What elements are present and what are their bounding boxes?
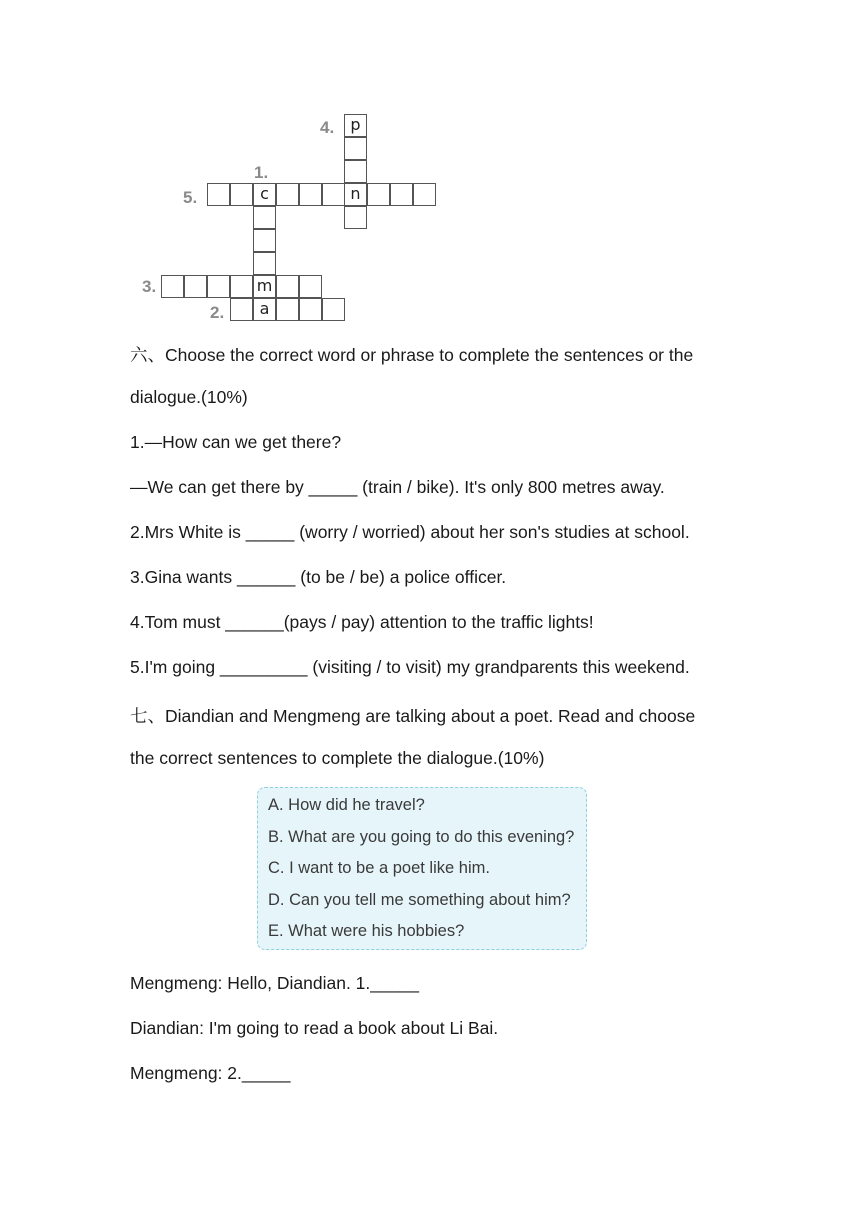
crossword-cell[interactable]	[253, 206, 276, 229]
question-line: 1.—How can we get there?	[130, 432, 342, 452]
option-b: B. What are you going to do this evening?	[268, 828, 575, 846]
option-a: A. How did he travel?	[268, 796, 425, 814]
question-line: 3.Gina wants ______ (to be / be) a police officer.	[130, 567, 507, 587]
section7-heading-cont: the correct sentences to complete the dialogue.(10%)	[130, 748, 545, 768]
question-line: 4.Tom must ______(pays / pay) attention to the traffic lights!	[130, 612, 594, 632]
crossword-cell[interactable]	[413, 183, 436, 206]
crossword-cell[interactable]	[367, 183, 390, 206]
question-line: 5.I'm going _________ (visiting / to visit) my grandparents this weekend.	[130, 657, 690, 677]
crossword-cell[interactable]	[390, 183, 413, 206]
crossword-cell[interactable]	[161, 275, 184, 298]
crossword-cell[interactable]	[184, 275, 207, 298]
crossword-cell[interactable]: c	[253, 183, 276, 206]
crossword-cell[interactable]	[299, 298, 322, 321]
clue-number-4: 4.	[320, 118, 335, 137]
crossword-cell[interactable]	[230, 298, 253, 321]
crossword-cell[interactable]	[253, 229, 276, 252]
crossword-cell[interactable]	[276, 275, 299, 298]
section6-heading: 六、Choose the correct word or phrase to complete the sentences or the	[130, 345, 694, 365]
crossword-cell[interactable]	[276, 183, 299, 206]
dialogue-line: Mengmeng: Hello, Diandian. 1._____	[130, 973, 419, 993]
clue-number-5: 5.	[183, 188, 198, 207]
option-d: D. Can you tell me something about him?	[268, 891, 571, 909]
crossword-cell[interactable]	[207, 275, 230, 298]
crossword-cell[interactable]: a	[253, 298, 276, 321]
crossword-cell[interactable]	[322, 298, 345, 321]
crossword-cell[interactable]: n	[344, 183, 367, 206]
clue-number-1: 1.	[254, 163, 269, 182]
crossword-cell[interactable]	[344, 206, 367, 229]
clue-number-3: 3.	[142, 277, 157, 296]
crossword-cell[interactable]	[276, 298, 299, 321]
crossword-cell[interactable]	[299, 183, 322, 206]
dialogue-line: Diandian: I'm going to read a book about Li Bai.	[130, 1018, 499, 1038]
crossword-puzzle	[0, 0, 860, 330]
crossword-cell[interactable]	[344, 137, 367, 160]
crossword-cell[interactable]	[253, 252, 276, 275]
options-box	[257, 787, 587, 950]
section6-heading-cont: dialogue.(10%)	[130, 387, 248, 407]
crossword-cell[interactable]	[207, 183, 230, 206]
crossword-cell[interactable]	[230, 275, 253, 298]
question-line: —We can get there by _____ (train / bike). It's only 800 metres away.	[130, 477, 665, 497]
crossword-cell[interactable]	[322, 183, 345, 206]
question-line: 2.Mrs White is _____ (worry / worried) about her son's studies at school.	[130, 522, 690, 542]
option-e: E. What were his hobbies?	[268, 922, 465, 940]
clue-number-2: 2.	[210, 303, 225, 322]
section7-heading: 七、Diandian and Mengmeng are talking about a poet. Read and choose	[130, 706, 696, 726]
crossword-cell[interactable]	[344, 160, 367, 183]
crossword-cell[interactable]: m	[253, 275, 276, 298]
dialogue-line: Mengmeng: 2._____	[130, 1063, 291, 1083]
crossword-cell[interactable]	[230, 183, 253, 206]
crossword-cell[interactable]	[299, 275, 322, 298]
crossword-cell[interactable]: p	[344, 114, 367, 137]
option-c: C. I want to be a poet like him.	[268, 859, 490, 877]
